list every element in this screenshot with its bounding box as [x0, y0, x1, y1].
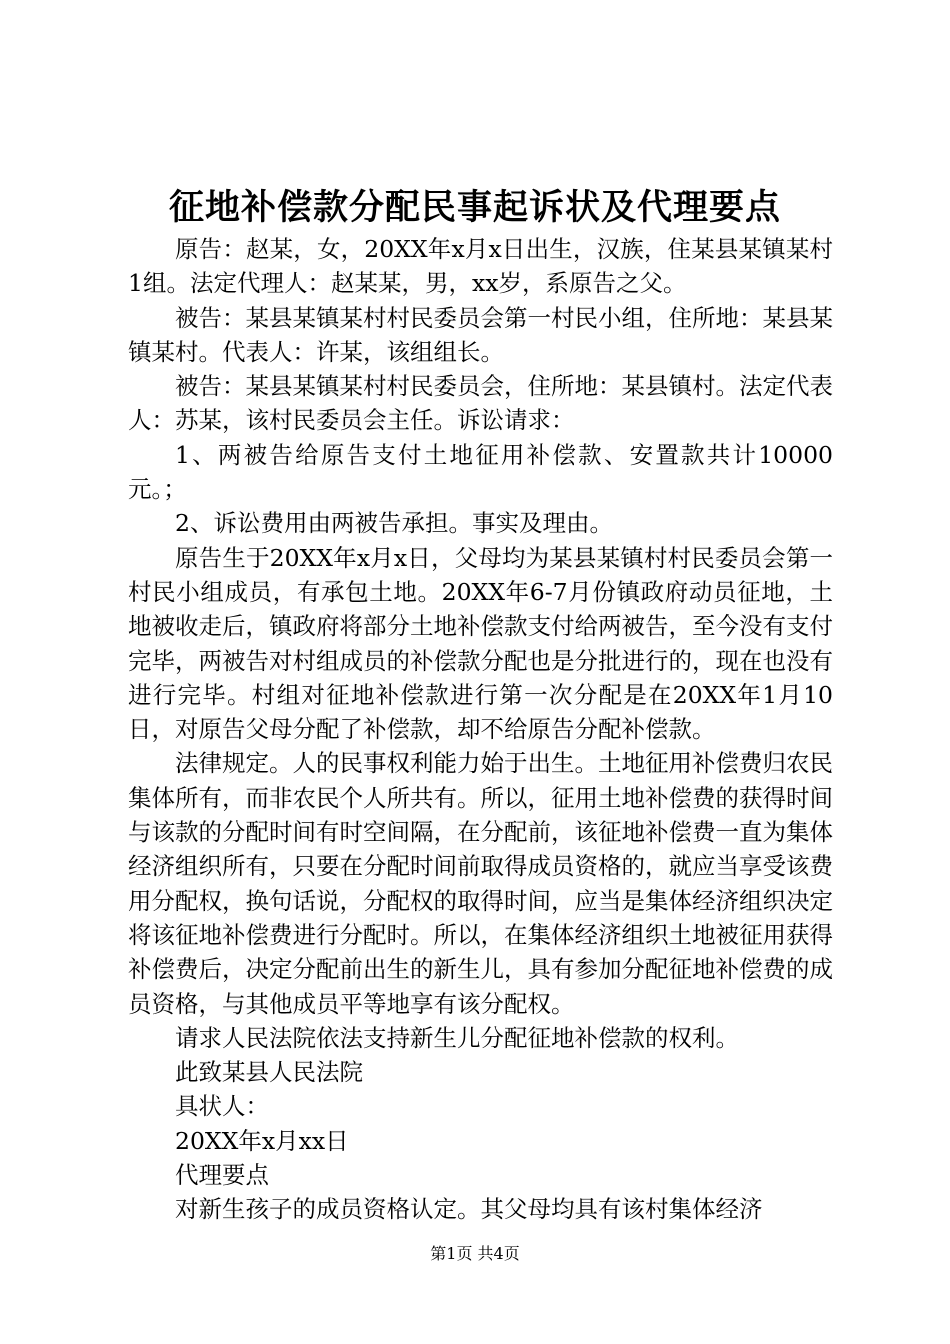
paragraph-defendant-committee: 被告：某县某镇某村村民委员会，住所地：某县镇村。法定代表人：苏某，该村民委员会主任。诉讼请求：: [128, 372, 833, 435]
paragraph-addressee: 此致某县人民法院: [175, 1058, 363, 1087]
document-title: 征地补偿款分配民事起诉状及代理要点: [168, 187, 781, 228]
paragraph-defendant-group: 被告：某县某镇某村村民委员会第一村民小组，住所地：某县某镇某村。代表人：许某，该组组长。: [128, 303, 833, 366]
paragraph-plaintiff: 原告：赵某，女，20XX年x月x日出生，汉族，住某县某镇某村1组。法定代理人：赵某某，男，xx岁，系原告之父。: [128, 235, 833, 298]
paragraph-key-points: 对新生孩子的成员资格认定。其父母均具有该村集体经济: [175, 1195, 763, 1224]
paragraph-signer: 具状人：: [175, 1092, 269, 1121]
paragraph-heading-key-points: 代理要点: [175, 1161, 269, 1190]
page-footer: 第1页 共4页: [430, 1244, 520, 1263]
paragraph-facts: 原告生于20XX年x月x日，父母均为某县某镇村村民委员会第一村民小组成员，有承包土地。20XX年6-7月份镇政府动员征地，土地被收走后，镇政府将部分土地补偿款支付给两被告，至今没有支付完毕，两被告对村组成员的补偿款分配也是分批进行的，现在也没有进行完毕。村组对征地补偿款进行第一次分配是在20XX年1月10日，对原告父母分配了补偿款，却不给原告分配补偿款。: [128, 543, 833, 744]
document-body: [128, 232, 833, 1227]
paragraph-claim-1: 1、两被告给原告支付土地征用补偿款、安置款共计10000元。；: [128, 440, 833, 504]
paragraph-request: 请求人民法院依法支持新生儿分配征地补偿款的权利。: [175, 1023, 739, 1052]
paragraph-date: 20XX年x月xx日: [175, 1126, 349, 1155]
paragraph-law: 法律规定。人的民事权利能力始于出生。土地征用补偿费归农民集体所有，而非农民个人所共有。所以，征用土地补偿费的获得时间与该款的分配时间有时空间隔，在分配前，该征地补偿费一直为集体经济组织所有，只要在分配时间前取得成员资格的，就应当享受该费用分配权，换句话说，分配权的取得时间，应当是集体经济组织决定将该征地补偿费进行分配时。所以，在集体经济组织土地被征用获得补偿费后，决定分配前出生的新生儿，具有参加分配征地补偿费的成员资格，与其他成员平等地享有该分配权。: [128, 749, 833, 1018]
paragraph-claim-2: 2、诉讼费用由两被告承担。事实及理由。: [175, 509, 613, 538]
